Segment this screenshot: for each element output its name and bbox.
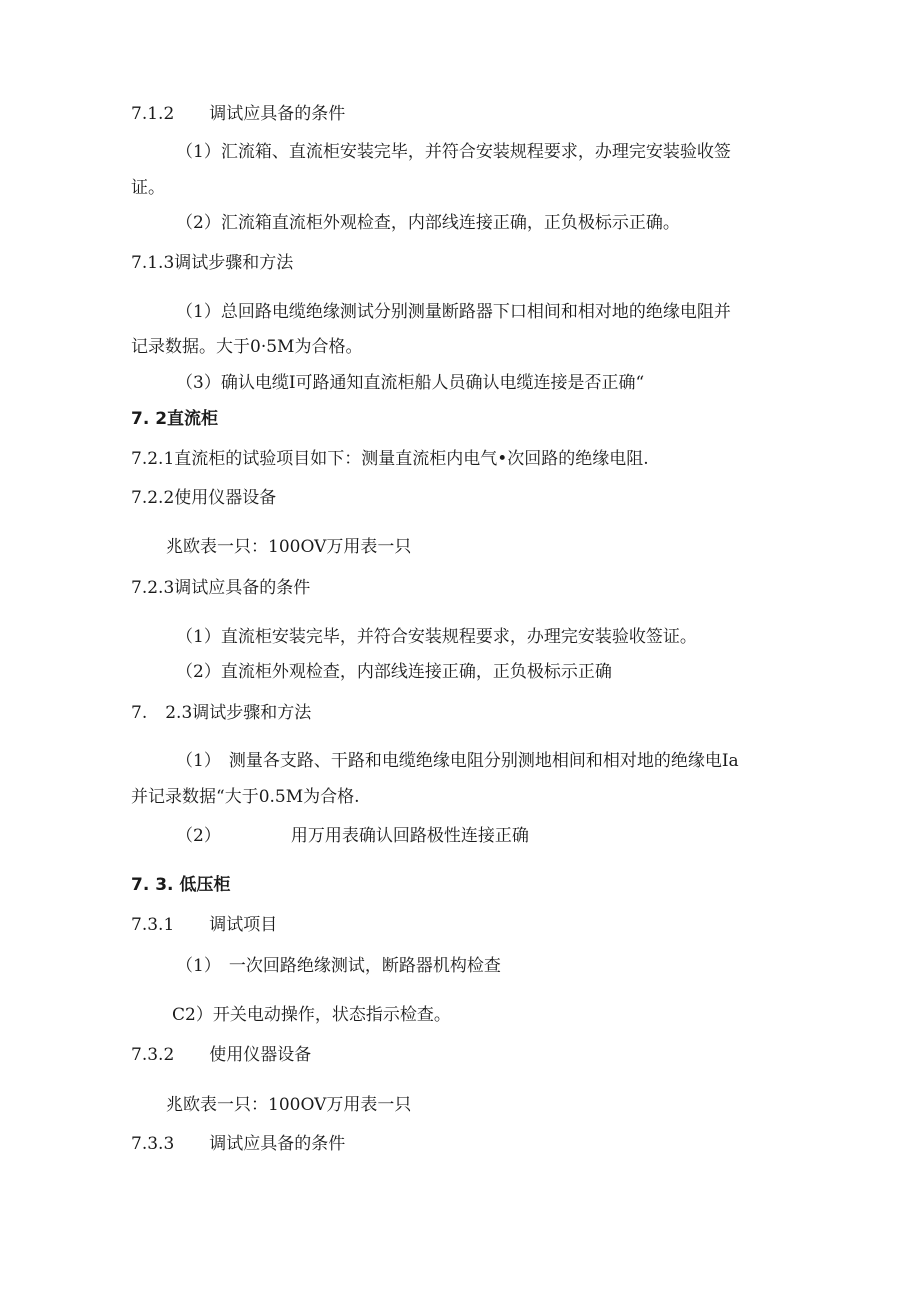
section-number: 7.3.2 [131,1045,175,1065]
paragraph-continuation: 记录数据。大于0·5M为合格。 [131,337,363,357]
section-number: 7. [131,703,148,723]
section-number: 7.1.2 [131,104,175,124]
section-heading-7-3-2 [131,1044,311,1066]
section-heading-7-2-2: 7.2.2使用仪器设备 [131,488,277,508]
section-heading-7-3: 7. 3. 低压柜 [131,875,231,895]
section-heading-7-1-3: 7.1.3调试步骤和方法 [131,253,294,273]
section-title: 调试应具备的条件 [209,1134,346,1154]
paragraph: 7.2.1直流柜的试验项目如下：测量直流柜内电气•次回路的绝缘电阻. [131,449,649,469]
section-title: 2.3调试步骤和方法 [165,703,312,723]
section-title: 调试项目 [209,915,278,935]
paragraph: C2）开关电动操作，状态指示检查。 [172,1005,451,1025]
section-title: 使用仪器设备 [209,1045,312,1065]
paragraph: （2）汇流箱直流柜外观检查，内部线连接正确，正负极标示正确。 [176,213,680,233]
item-number: （1） [176,956,221,976]
paragraph: （3）确认电缆I可路通知直流柜船人员确认电缆连接是否正确“ [176,373,645,393]
section-title: 调试应具备的条件 [209,104,346,124]
item-text: 用万用表确认回路极性连接正确 [290,826,529,846]
item-number: （1） [176,751,221,771]
section-heading-7-2-3: 7.2.3调试应具备的条件 [131,578,311,598]
section-heading-7-3-3 [131,1133,345,1155]
paragraph: （1）汇流箱、直流柜安装完毕，并符合安装规程要求，办理完安装验收签 [176,142,731,162]
paragraph-continuation: 证。 [131,178,165,198]
section-number: 7.3.3 [131,1134,175,1154]
section-heading-7-2-3-steps [131,702,311,724]
paragraph [176,825,529,847]
section-number: 7.3.1 [131,915,175,935]
section-heading-7-3-1 [131,914,277,936]
paragraph-continuation: 并记录数据“大于0.5M为合格. [131,787,360,807]
item-text: 一次回路绝缘测试，断路器机构检查 [228,956,501,976]
paragraph: （1）总回路电缆绝缘测试分别测量断路器下口相间和相对地的绝缘电阻并 [176,302,731,322]
paragraph: 兆欧表一只：100OV万用表一只 [166,537,412,557]
section-heading-7-1-2 [131,103,345,125]
item-number: （2） [176,826,221,846]
paragraph: 兆欧表一只：100OV万用表一只 [166,1095,412,1115]
item-text: 测量各支路、干路和电缆绝缘电阻分别测地相间和相对地的绝缘电Ia [228,751,739,771]
paragraph: （1）直流柜安装完毕，并符合安装规程要求，办理完安装验收签证。 [176,627,697,647]
paragraph [176,750,739,772]
paragraph: （2）直流柜外观检查，内部线连接正确，正负极标示正确 [176,662,612,682]
paragraph [176,955,501,977]
section-heading-7-2: 7. 2直流柜 [131,409,219,429]
